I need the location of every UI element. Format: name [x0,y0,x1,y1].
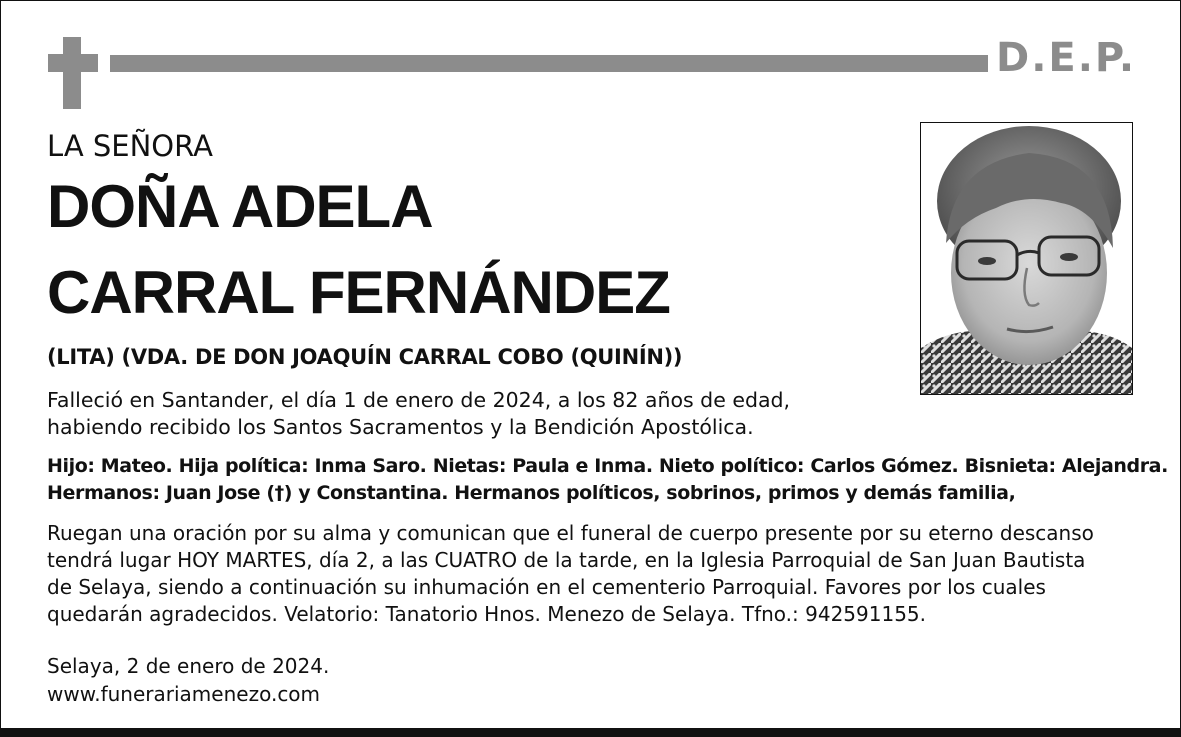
title-la-senora: LA SEÑORA [47,129,213,163]
cross-icon [63,37,81,109]
closing-block [47,652,329,708]
deceased-name-line1: DOÑA ADELA [47,173,433,240]
family-line: Hijo: Mateo. Hija política: Inma Saro. Nietas: Paula e Inma. Nieto político: Carlos Gómez. Bisnieta: Alejandra. [47,455,1168,477]
family-paragraph [47,453,1168,507]
funeral-line: tendrá lugar HOY MARTES, día 2, a las CUATRO de la tarde, en la Iglesia Parroquial de San Juan Bautista [47,548,1086,572]
place-date: Selaya, 2 de enero de 2024. [47,654,330,678]
funeral-paragraph [47,520,1094,628]
portrait-photo [920,122,1133,395]
dep-label: D.E.P. [996,35,1137,81]
cross-icon-bar [48,54,98,72]
bottom-border [0,728,1181,737]
portrait-image [921,123,1132,394]
funeral-line: Ruegan una oración por su alma y comunican que el funeral de cuerpo presente por su eterno descanso [47,521,1094,545]
death-notice-line: habiendo recibido los Santos Sacramentos y la Bendición Apostólica. [47,415,754,439]
funeral-line: de Selaya, siendo a continuación su inhumación en el cementerio Parroquial. Favores por los cuales [47,575,1046,599]
death-notice-paragraph [47,387,790,441]
deceased-name-line2: CARRAL FERNÁNDEZ [47,259,670,326]
header-rule [110,55,988,72]
nickname-widow-line: (LITA) (VDA. DE DON JOAQUÍN CARRAL COBO (QUINÍN)) [47,345,683,369]
funeral-line: quedarán agradecidos. Velatorio: Tanatorio Hnos. Menezo de Selaya. Tfno.: 942591155. [47,602,927,626]
website-link[interactable]: www.funerariamenezo.com [47,682,321,706]
family-line: Hermanos: Juan Jose (†) y Constantina. Hermanos políticos, sobrinos, primos y demás familia, [47,482,1016,504]
death-notice-line: Falleció en Santander, el día 1 de enero de 2024, a los 82 años de edad, [47,388,791,412]
